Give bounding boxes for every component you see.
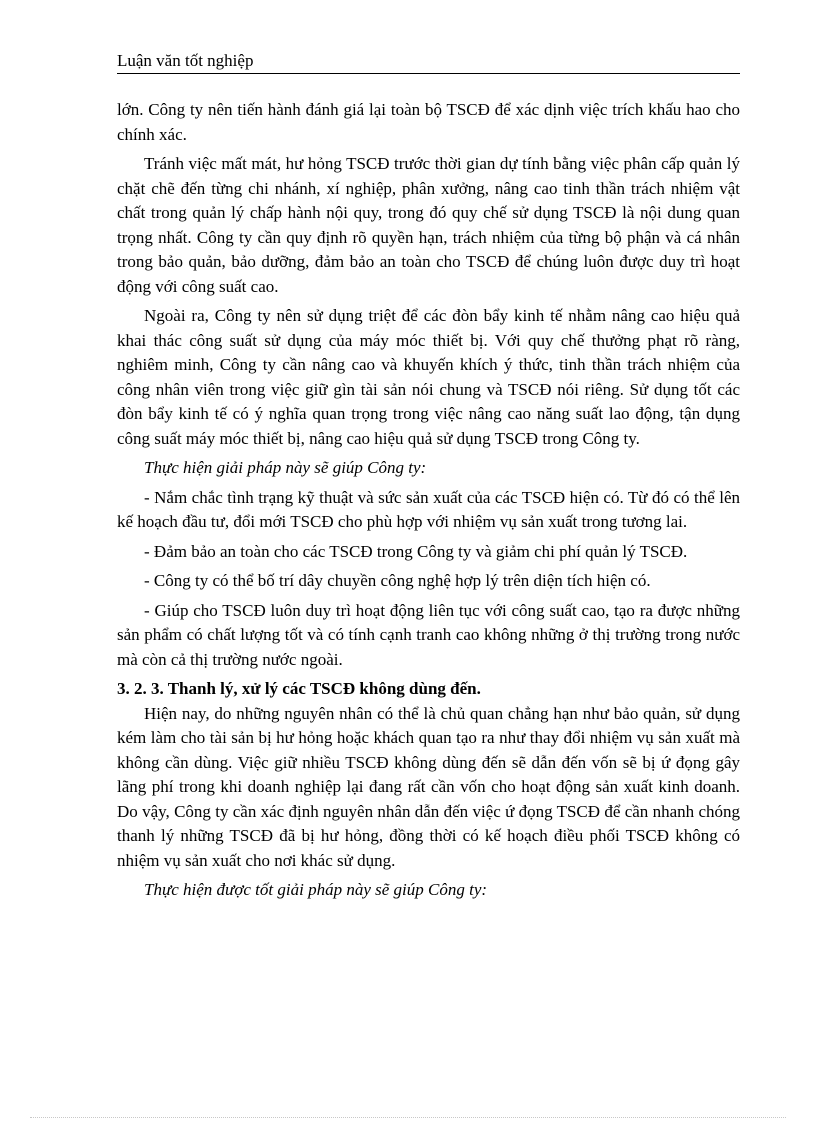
list-item-layout: - Công ty có thể bố trí dây chuyền công nghệ hợp lý trên diện tích hiện có. — [144, 571, 651, 590]
list-item-safety: - Đảm bảo an toàn cho các TSCĐ trong Công ty và giảm chi phí quản lý TSCĐ. — [144, 541, 688, 561]
section-heading: 3. 2. 3. Thanh lý, xử lý các TSCĐ không dùng đến. — [117, 679, 481, 698]
paragraph-loss-prevention: Tránh việc mất mát, hư hỏng TSCĐ trước thời gian dự tính bằng việc phân cấp quản lý chặt chẽ đến từng chi nhánh, xí nghiệp, phân xưởng, nâng cao tinh thần trách nhiệm vật chất trong quản lý chấp hành nội quy, trong đó quy chế sử dụng TSCĐ là nội dung quan trọng nhất. Công ty cần quy định rõ quyền hạn, trách nhiệm của từng bộ phận và cá nhân trong bảo quản, bảo dưỡng, đảm bảo an toàn cho TSCĐ để chúng luôn được duy trì hoạt động với công suất cao. — [117, 154, 740, 296]
paragraph-economic-levers: Ngoài ra, Công ty nên sử dụng triệt để các đòn bẩy kinh tế nhằm nâng cao hiệu quả khai thác công suất sử dụng của máy móc thiết bị. Với quy chế thưởng phạt rõ ràng, nghiêm minh, Công ty cần nâng cao và khuyến khích ý thức, tinh thần trách nhiệm của công nhân viên trong việc giữ gìn tài sản nói chung và TSCĐ nói riêng. Sử dụng tốt các đòn bẩy kinh tế có ý nghĩa quan trọng trong việc nâng cao năng suất lao động, tận dụng công suất máy móc thiết bị, nâng cao hiệu quả sử dụng TSCĐ trong Công ty. — [117, 306, 740, 448]
list-item-technical-status: - Nắm chắc tình trạng kỹ thuật và sức sản xuất của các TSCĐ hiện có. Từ đó có thể lên kế hoạch đầu tư, đổi mới TSCĐ cho phù hợp với nhiệm vụ sản xuất trong tương lai. — [117, 487, 740, 531]
list-item-continuous-operation: - Giúp cho TSCĐ luôn duy trì hoạt động liên tục với công suất cao, tạo ra được những sản phẩm có chất lượng tốt và có tính cạnh tranh cao không những ở thị trường trong nước mà còn cả thị trường nước ngoài. — [117, 600, 740, 669]
page-header: Luận văn tốt nghiệp — [117, 50, 740, 74]
paragraph-depreciation: lớn. Công ty nên tiến hành đánh giá lại toàn bộ TSCĐ để xác dịnh việc trích khấu hao cho chính xác. — [117, 100, 740, 144]
page-content — [117, 98, 740, 908]
page-footer-divider — [30, 1117, 786, 1118]
paragraph-liquidation: Hiện nay, do những nguyên nhân có thể là chủ quan chẳng hạn như bảo quản, sử dụng kém làm cho tài sản bị hư hỏng hoặc khách quan tạo ra như thay đổi nhiệm vụ sản xuất mà không cần dùng. Việc giữ nhiều TSCĐ không dùng đến sẽ dẫn đến vốn sẽ bị ứ đọng gây lãng phí trong khi doanh nghiệp lại đang rất cần vốn cho hoạt động sản xuất kinh doanh. Do vậy, Công ty cần xác định nguyên nhân dẫn đến việc ứ đọng TSCĐ để cần nhanh chóng thanh lý những TSCĐ đã bị hư hỏng, đồng thời có kế hoạch điều phối TSCĐ không có nhiệm vụ sản xuất cho nơi khác sử dụng. — [117, 703, 740, 870]
paragraph-liquidation-benefits-intro: Thực hiện được tốt giải pháp này sẽ giúp Công ty: — [144, 880, 488, 899]
paragraph-benefits-intro: Thực hiện giải pháp này sẽ giúp Công ty: — [144, 458, 427, 477]
